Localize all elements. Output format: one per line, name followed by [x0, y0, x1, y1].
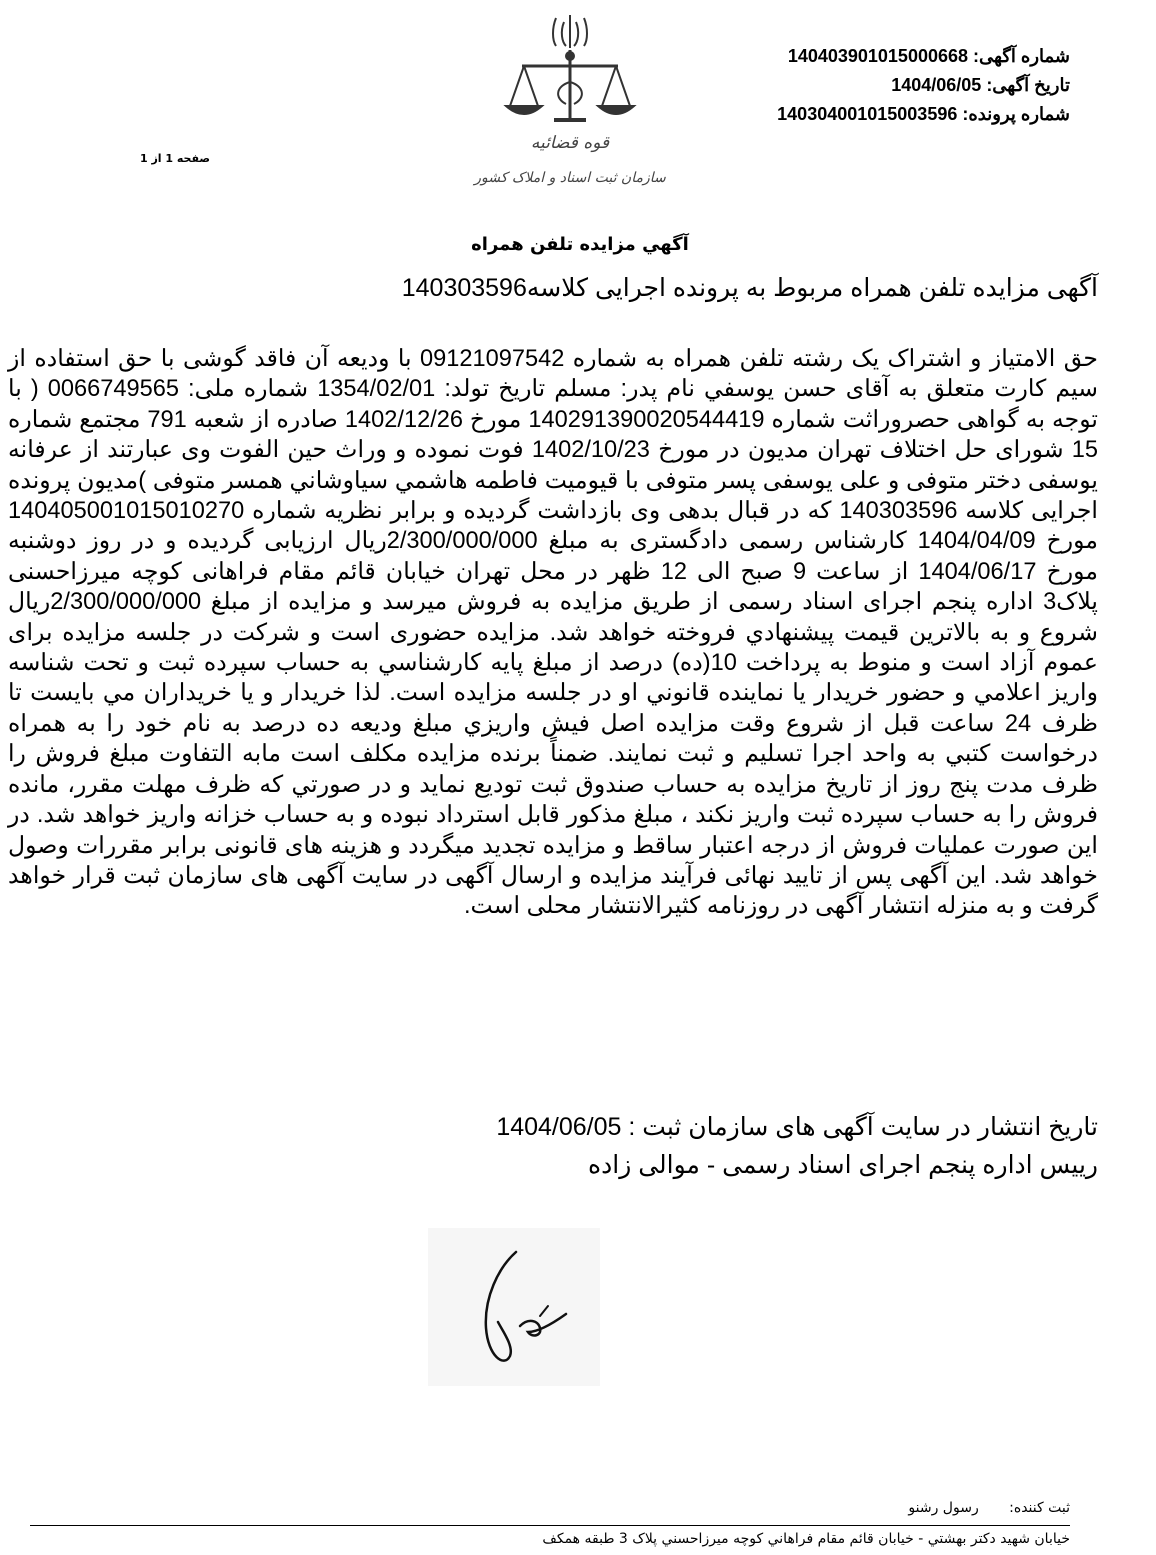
notice-subtitle: آگهی مزایده تلفن همراه مربوط به پرونده اجرایی کلاسه140303596 [401, 274, 1098, 302]
footer-divider [30, 1525, 1070, 1526]
notice-number: 140403901015000668 [787, 46, 969, 66]
notice-metadata [650, 42, 1070, 129]
publish-label: تاریخ انتشار در سایت آگهی های سازمان ثبت : [628, 1113, 1098, 1141]
signature-image [428, 1228, 600, 1386]
notice-date-label: تاریخ آگهی: [986, 75, 1070, 95]
emblem-caption-2: سازمان ثبت اسناد و املاک کشور [474, 170, 666, 186]
registrar-label: ثبت کننده: [1009, 1500, 1070, 1516]
file-number-row [650, 100, 1070, 129]
notice-body: حق الامتیاز و اشتراک یک رشته تلفن همراه به شماره 09121097542 با ودیعه آن فاقد گوشی با حق استفاده از سیم کارت متعلق به آقای حسن يوسفي نام پدر: مسلم تاریخ تولد: 1354/02/01 شماره ملی: 0066749565 ( با توجه به گواهی حصروراثت شماره 140291390020544419 مورخ 1402/12/26 صادره از شعبه 791 مجتمع شماره 15 شورای حل اختلاف تهران مدیون در مورخ 1402/10/23 فوت نموده و وراث حین الفوت وی عبارتند از عرفانه یوسفی دختر متوفی و علی یوسفی پسر متوفی با قیومیت فاطمه هاشمي سیاوشاني همسر متوفی )مدیون پرونده اجرایی کلاسه 140303596 که در قبال بدهی وی بازداشت گردیده و برابر نظریه شماره 140405001015010270 مورخ 1404/04/09 کارشناس رسمی دادگستری به مبلغ 2/300/000/000ریال ارزیابی گردیده و در روز دوشنبه مورخ 1404/06/17 از ساعت 9 صبح الی 12 ظهر در محل تهران خیابان قائم مقام فراهانی کوچه میرزاحسنی پلاک3 اداره پنجم اجرای اسناد رسمی از طریق مزایده به فروش میرسد و مزایده از مبلغ 2/300/000/000ریال شروع و به بالاترین قیمت پیشنهادي فروخته خواهد شد. مزایده حضوری است و شرکت در جلسه مزایده برای عموم آزاد است و منوط به پرداخت 10(ده) درصد از مبلغ پایه کارشناسي به حساب سپرده ثبت و تحت شناسه واریز اعلامي و حضور خریدار یا نماینده قانوني او در جلسه مزایده است. لذا خریدار و یا خریداران مي بایست تا ظرف 24 ساعت قبل از شروع وقت مزایده اصل فیش واریزي مبلغ ودیعه ده درصد به نام خود را به همراه درخواست کتبي به واحد اجرا تسلیم و ثبت نمایند. ضمناً برنده مزایده مکلف است مابه التفاوت مبلغ فروش را ظرف مدت پنج روز از تاریخ مزایده به حساب صندوق ثبت تودیع نماید و در صورتي که ظرف مهلت مقرر، مانده فروش را به حساب سپرده ثبت واریز نکند ، مبلغ مذکور قابل استرداد نبوده و به حساب خزانه واریز خواهد شد. در این صورت عملیات فروش از درجه اعتبار ساقط و مزایده تجدید میگردد و هزینه های قانونی برابر مقررات وصول خواهد شد. این آگهی پس از تایید نهائی فرآیند مزایده و ارسال آگهی در سایت آگهی های سازمان ثبت قرار خواهد گرفت و به منزله انتشار آگهی در روزنامه کثیرالانتشار محلی است. [8, 346, 1099, 920]
registrar-line [710, 1500, 1070, 1516]
notice-number-label: شماره آگهی: [973, 46, 1070, 66]
notice-date: 1404/06/05 [891, 75, 982, 95]
file-number: 140304001015003596 [777, 104, 958, 124]
publish-date-line [98, 1109, 1098, 1145]
file-number-label: شماره پرونده: [962, 104, 1070, 124]
emblem-caption-1: قوه قضائیه [530, 133, 610, 153]
registrar-name: رسول رشنو [908, 1500, 979, 1516]
notice-title: آگهي مزايده تلفن همراه [471, 234, 689, 255]
publish-date: 1404/06/05 [496, 1113, 622, 1141]
footer-address: خيابان شهيد دکتر بهشتي - خيابان قائم مقام فراهاني کوچه ميرزاحسني پلاک 3 طبقه همکف [542, 1531, 1070, 1547]
judiciary-scales-emblem-icon [470, 12, 670, 197]
page-number: صفحه 1 از 1 [139, 152, 211, 165]
signer-line: رییس اداره پنجم اجرای اسناد رسمی - موالی زاده [588, 1151, 1098, 1179]
notice-date-row [650, 71, 1070, 100]
notice-number-row [650, 42, 1070, 71]
